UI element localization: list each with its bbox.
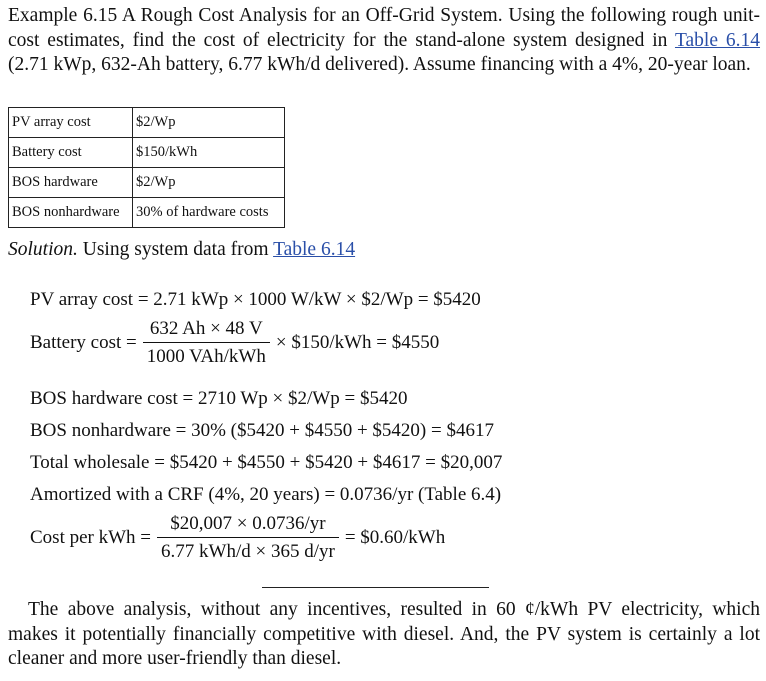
bos-nonhardware-equation: BOS nonhardware = 30% ($5420 + $4550 + $5420) = $4617 bbox=[30, 420, 494, 441]
cost-numerator: $20,007 × 0.0736/yr bbox=[170, 513, 326, 534]
total-wholesale-equation: Total wholesale = $5420 + $4550 + $5420 + $4617 = $20,007 bbox=[30, 452, 503, 473]
unit-cost-table bbox=[8, 107, 285, 228]
battery-denominator: 1000 VAh/kWh bbox=[143, 342, 270, 368]
cost-value: $2/Wp bbox=[133, 108, 285, 138]
cost-item: BOS hardware bbox=[9, 168, 133, 198]
intro-tail-text: (2.71 kWp, 632-Ah battery, 6.77 kWh/d delivered). Assume financing with a 4%, 20-year loan. bbox=[8, 54, 751, 75]
cost-value: 30% of hardware costs bbox=[133, 198, 285, 228]
cost-denominator: 6.77 kWh/d × 365 d/yr bbox=[157, 537, 339, 563]
solution-label: Solution. bbox=[8, 239, 78, 260]
cost-value: $2/Wp bbox=[133, 168, 285, 198]
cost-fraction bbox=[157, 513, 339, 563]
table-6-14-link[interactable]: Table 6.14 bbox=[273, 239, 356, 260]
table-row bbox=[9, 108, 285, 138]
cost-item: Battery cost bbox=[9, 138, 133, 168]
section-divider bbox=[262, 587, 489, 588]
table-row bbox=[9, 138, 285, 168]
table-row bbox=[9, 198, 285, 228]
example-intro bbox=[8, 4, 760, 78]
cost-value: $150/kWh bbox=[133, 138, 285, 168]
cost-result: = $0.60/kWh bbox=[344, 527, 446, 548]
table-6-14-link[interactable]: Table 6.14 bbox=[674, 29, 761, 51]
closing-paragraph: The above analysis, without any incentives, resulted in 60 ¢/kWh PV electricity, which makes it potentially financially competitive with diesel. And, the PV system is certainly a lot cleaner and more user-friendly than diesel. bbox=[8, 599, 760, 669]
solution-text: Using system data from bbox=[77, 239, 274, 260]
intro-lead-text: Example 6.15 A Rough Cost Analysis for an Off-Grid System. Using the following rough unit-cost estimates, find the cost of electricity for the stand-alone system designed in bbox=[8, 5, 760, 51]
cost-item: PV array cost bbox=[9, 108, 133, 138]
pv-array-equation: PV array cost = 2.71 kWp × 1000 W/kW × $2/Wp = $5420 bbox=[30, 289, 481, 310]
solution-line bbox=[8, 237, 355, 263]
battery-result: × $150/kWh = $4550 bbox=[275, 332, 440, 353]
battery-numerator: 632 Ah × 48 V bbox=[149, 318, 263, 339]
cost-label: Cost per kWh = bbox=[30, 527, 152, 548]
cost-item: BOS nonhardware bbox=[9, 198, 133, 228]
bos-hardware-equation: BOS hardware cost = 2710 Wp × $2/Wp = $5420 bbox=[30, 388, 408, 409]
battery-fraction bbox=[143, 318, 270, 368]
battery-label: Battery cost = bbox=[30, 332, 137, 353]
amortized-equation: Amortized with a CRF (4%, 20 years) = 0.0736/yr (Table 6.4) bbox=[30, 484, 502, 505]
table-row bbox=[9, 168, 285, 198]
battery-equation bbox=[30, 318, 439, 368]
cost-per-kwh-equation bbox=[30, 513, 445, 563]
